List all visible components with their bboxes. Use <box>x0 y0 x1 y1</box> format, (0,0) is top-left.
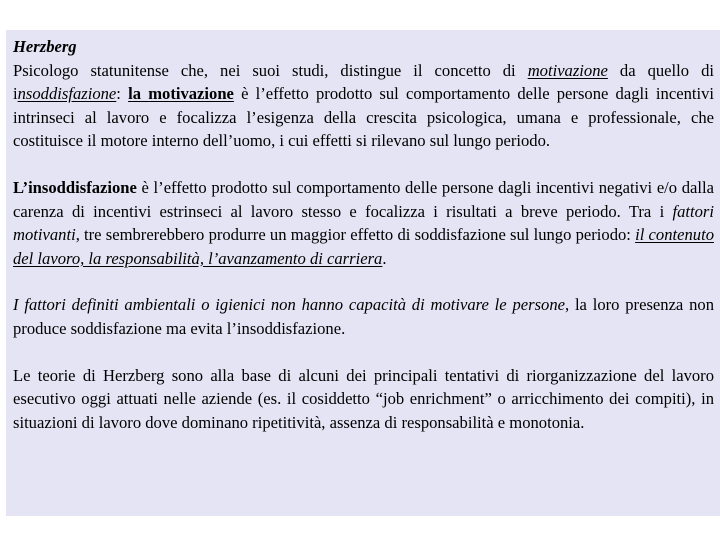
herzberg-title: Herzberg <box>13 37 77 56</box>
teorie-text: Le teorie di Herzberg sono alla base di alcuni dei principali tentativi di riorganizzazione del lavoro esecutivo oggi attuati nelle aziende (es. il cosiddetto “job enrichment” o arricchimento dei compiti), in situazioni di lavoro dove dominano ripetitività, assenza di responsabilità e monotonia. <box>13 365 714 432</box>
insoddisfazione-term: nsoddisfazione <box>17 84 117 104</box>
insoddisfazione-text-b: , tre sembrerebbero produrre un maggior effetto di soddisfazione sul lungo periodo: <box>75 225 636 245</box>
motivazione-term: motivazione <box>527 60 608 80</box>
motivating-factors-list: il contenuto del lavoro, la responsabilità, l’avanzamento di carriera <box>13 225 714 268</box>
insoddisfazione-text-a: è l’effetto prodotto sul comportamento delle persone dagli incentivi negativi e/o dalla carenza di incentivi estrinseci al lavoro stesso e focalizza i risultati a breve periodo. Tra i <box>13 177 714 221</box>
igienici-paragraph <box>13 293 714 340</box>
herzberg-text-c: : <box>116 84 129 104</box>
herzberg-text-b: da quello di i <box>13 60 714 104</box>
herzberg-paragraph <box>13 35 714 153</box>
fattori-motivanti-term: fattori motivanti <box>13 201 714 245</box>
teorie-paragraph <box>13 364 714 435</box>
text-panel <box>6 30 720 516</box>
insoddisfazione-paragraph <box>13 176 714 270</box>
insoddisfazione-text-c: . <box>382 248 387 268</box>
motivazione-definition-label: la motivazione <box>128 84 234 104</box>
igienici-italic-text: I fattori definiti ambientali o igienici non hanno capacità di motivare le persone <box>13 295 565 315</box>
herzberg-text-a: Psicologo statunitense che, nei suoi studi, distingue il concetto di <box>13 60 528 80</box>
herzberg-text-d: è l’effetto prodotto sul comportamento delle persone dagli incentivi intrinseci al lavoro e focalizza l’esigenza della crescita psicologica, umana e professionale, che costituisce il motore interno dell’uomo, i cui effetti si rilevano sul lungo periodo. <box>13 84 714 151</box>
insoddisfazione-label: L’insoddisfazione <box>13 177 137 197</box>
igienici-rest-text: , la loro presenza non produce soddisfazione ma evita l’insoddisfazione. <box>13 295 714 338</box>
